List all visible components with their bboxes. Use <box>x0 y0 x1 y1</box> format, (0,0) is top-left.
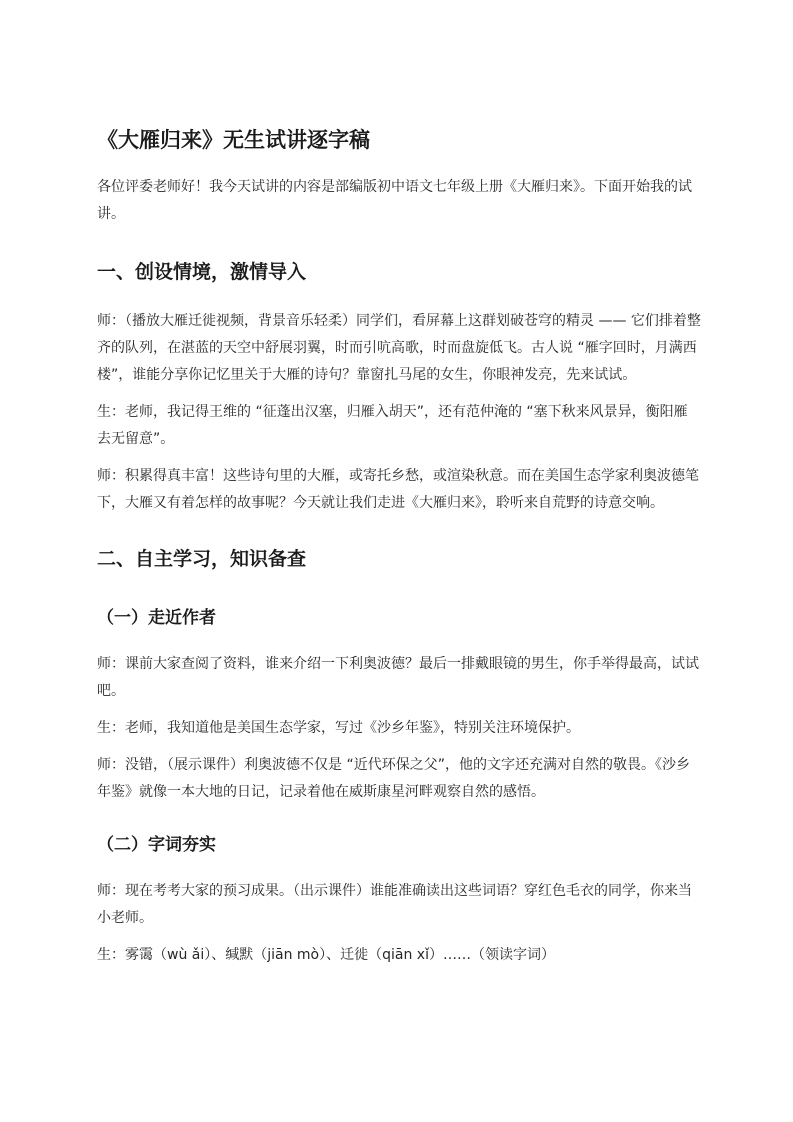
section-heading: 一、创设情境，激情导入 <box>97 261 307 283</box>
document-title: 《大雁归来》无生试讲逐字稿 <box>97 128 370 152</box>
paragraph: 师：（播放大雁迁徙视频，背景音乐轻柔）同学们，看屏幕上这群划破苍穹的精灵 —— 它们排着整齐的队列，在湛蓝的天空中舒展羽翼，时而引吭高歌，时而盘旋低飞。古人说 “雁字回时，月满西楼”，谁能分享你记忆里关于大雁的诗句？靠窗扎马尾的女生，你眼神发亮，先来试试。 <box>97 313 701 383</box>
paragraph: 师：现在考考大家的预习成果。（出示课件）谁能准确读出这些词语？穿红色毛衣的同学，你来当小老师。 <box>97 883 692 926</box>
paragraph: 师：积累得真丰富！这些诗句里的大雁，或寄托乡愁，或渲染秋意。而在美国生态学家利奥波德笔下，大雁又有着怎样的故事呢？今天就让我们走进《大雁归来》，聆听来自荒野的诗意交响。 <box>97 468 699 511</box>
subsection-heading: （一）走近作者 <box>97 608 216 628</box>
document-body <box>97 120 701 969</box>
paragraph: 师：没错，（展示课件）利奥波德不仅是 “近代环保之父”，他的文字还充满对自然的敬畏。《沙乡年鉴》就像一本大地的日记，记录着他在威斯康星河畔观察自然的感悟。 <box>97 757 690 800</box>
paragraph: 生：老师，我知道他是美国生态学家，写过《沙乡年鉴》，特别关注环境保护。 <box>97 720 580 736</box>
section-heading: 二、自主学习，知识备查 <box>97 548 307 570</box>
paragraph: 师：课前大家查阅了资料，谁来介绍一下利奥波德？最后一排戴眼镜的男生，你手举得最高，试试吧。 <box>97 656 699 699</box>
paragraph: 生：雾霭（wù ǎi）、缄默（jiān mò）、迁徙（qiān xǐ）……（领读字词） <box>97 947 555 963</box>
subsection-heading: （二）字词夯实 <box>97 835 216 855</box>
paragraph: 生：老师，我记得王维的 “征蓬出汉塞，归雁入胡天”，还有范仲淹的 “塞下秋来风景异，衡阳雁去无留意”。 <box>97 404 688 447</box>
intro-paragraph: 各位评委老师好！我今天试讲的内容是部编版初中语文七年级上册《大雁归来》。下面开始我的试讲。 <box>97 179 692 222</box>
